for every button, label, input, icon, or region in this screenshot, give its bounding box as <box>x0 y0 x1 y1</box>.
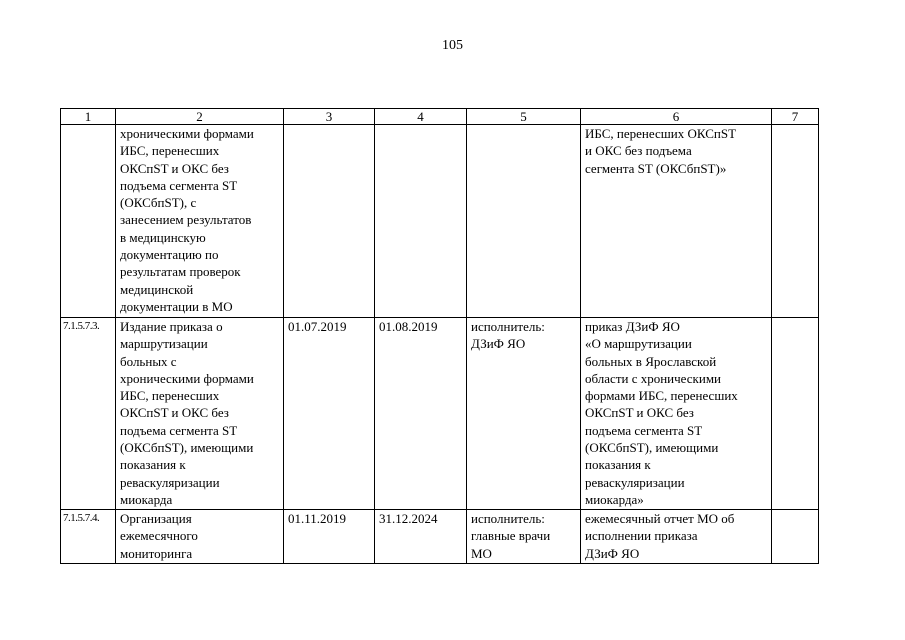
column-7-cell <box>772 125 819 318</box>
item-description: хроническими формами ИБС, перенесших ОКСпST и ОКС без подъема сегмента ST (ОКСбпST), с занесением результатов в медицинскую документацию по результатам проверок медицинской документации в МО <box>116 125 284 318</box>
item-code: 7.1.5.7.4. <box>61 510 116 564</box>
plan-table <box>60 108 819 564</box>
executor: исполнитель: ДЗиФ ЯО <box>467 318 581 510</box>
end-date <box>375 125 467 318</box>
column-header: 4 <box>375 109 467 125</box>
column-header: 1 <box>61 109 116 125</box>
start-date <box>284 125 375 318</box>
header-row <box>61 109 819 125</box>
column-7-cell <box>772 318 819 510</box>
item-description: Организация ежемесячного мониторинга <box>116 510 284 564</box>
start-date: 01.07.2019 <box>284 318 375 510</box>
page-number: 105 <box>442 38 463 53</box>
item-code: 7.1.5.7.3. <box>61 318 116 510</box>
table-row <box>61 318 819 510</box>
result: ИБС, перенесших ОКСпST и ОКС без подъема сегмента ST (ОКСбпST)» <box>581 125 772 318</box>
column-header: 3 <box>284 109 375 125</box>
end-date: 01.08.2019 <box>375 318 467 510</box>
column-header: 6 <box>581 109 772 125</box>
start-date: 01.11.2019 <box>284 510 375 564</box>
column-7-cell <box>772 510 819 564</box>
item-code <box>61 125 116 318</box>
column-header: 2 <box>116 109 284 125</box>
result: ежемесячный отчет МО об исполнении приказа ДЗиФ ЯО <box>581 510 772 564</box>
table-row <box>61 510 819 564</box>
column-header: 7 <box>772 109 819 125</box>
table-row <box>61 125 819 318</box>
column-header: 5 <box>467 109 581 125</box>
executor: исполнитель: главные врачи МО <box>467 510 581 564</box>
executor <box>467 125 581 318</box>
end-date: 31.12.2024 <box>375 510 467 564</box>
result: приказ ДЗиФ ЯО «О маршрутизации больных в Ярославской области с хроническими формами ИБС, перенесших ОКСпST и ОКС без подъема сегмента ST (ОКСбпST), имеющими показания к реваскуляризации миокарда» <box>581 318 772 510</box>
item-description: Издание приказа о маршрутизации больных с хроническими формами ИБС, перенесших ОКСпST и ОКС без подъема сегмента ST (ОКСбпST), имеющими показания к реваскуляризации миокарда <box>116 318 284 510</box>
